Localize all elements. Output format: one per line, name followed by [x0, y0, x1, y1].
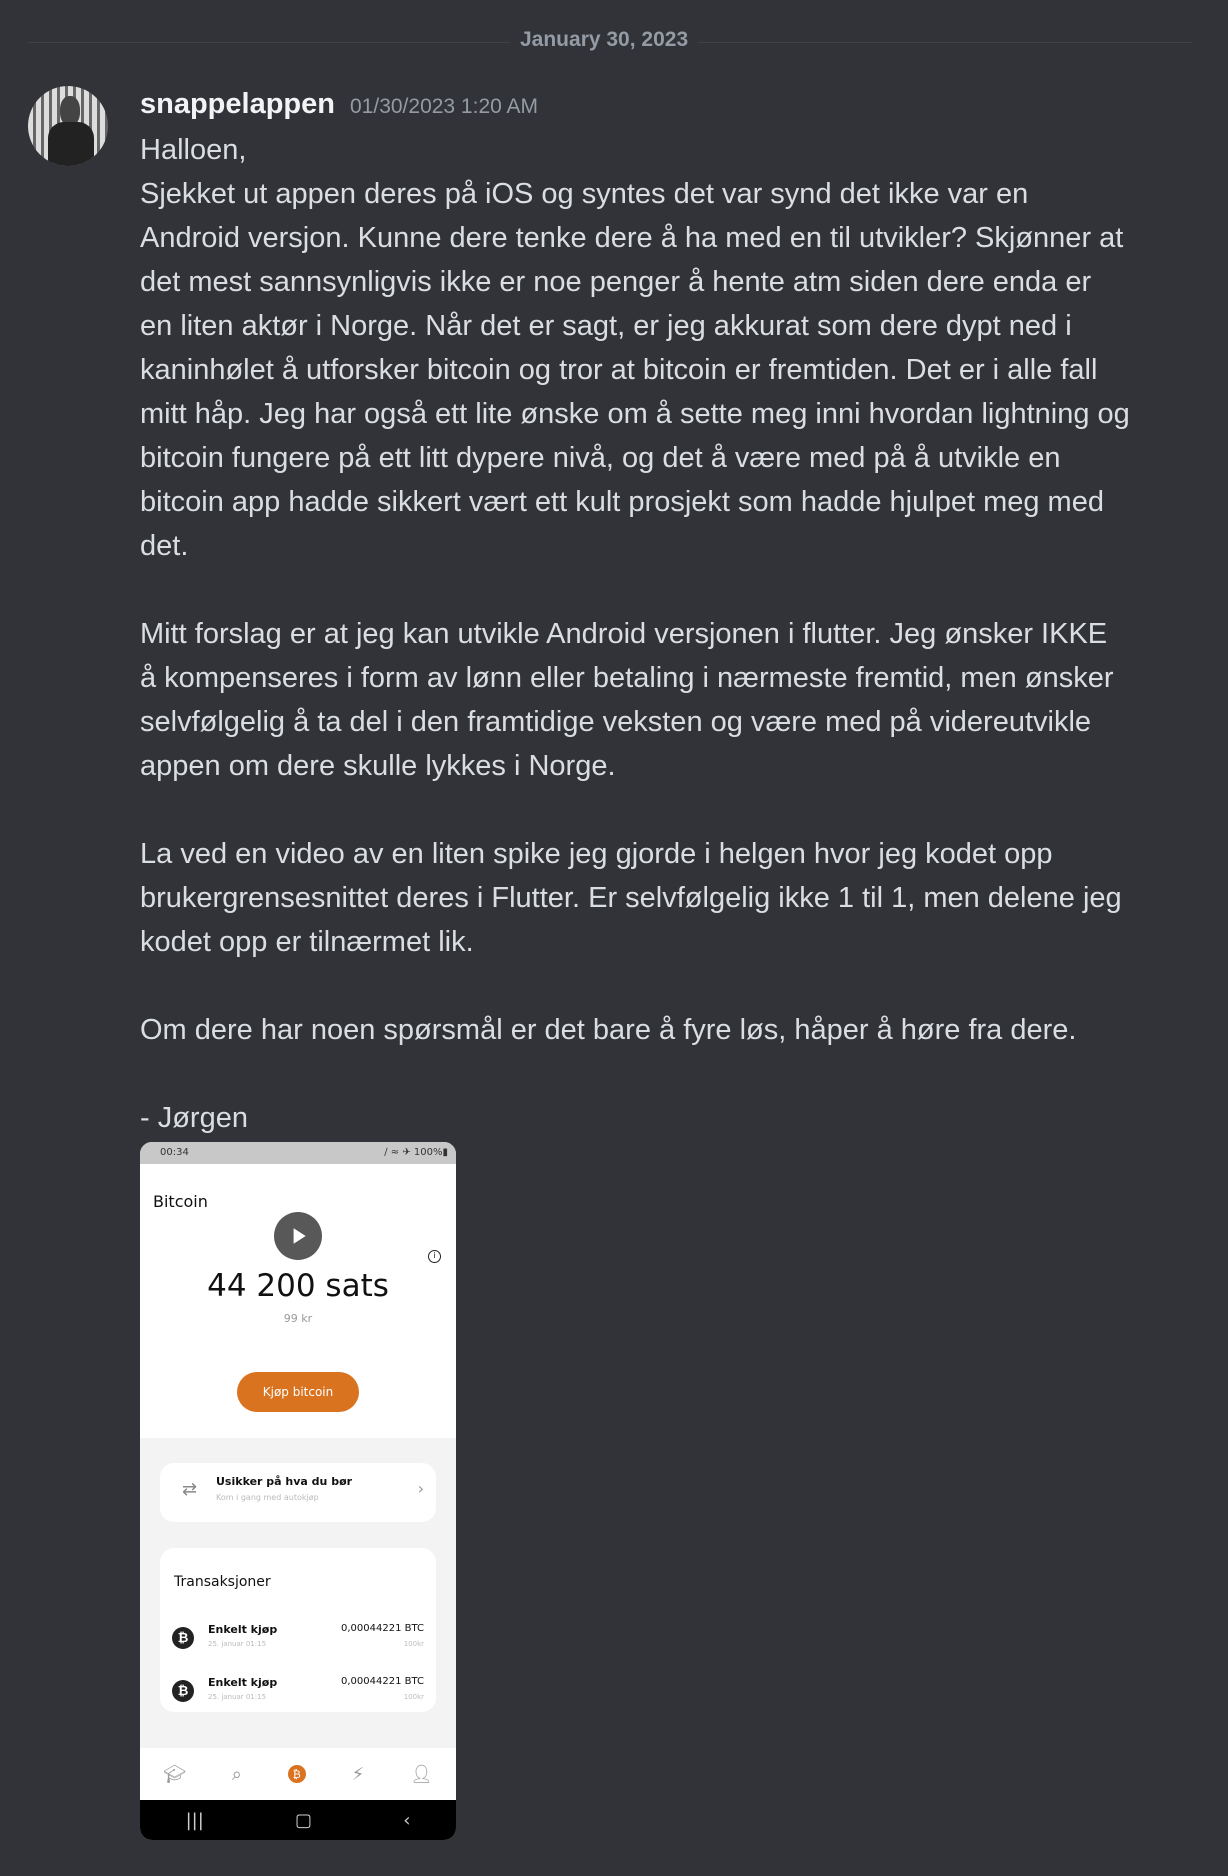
play-icon	[287, 1225, 309, 1247]
transaction-row	[172, 1623, 424, 1653]
status-bar	[140, 1142, 456, 1164]
lightning-icon: ⚡︎	[351, 1763, 365, 1785]
profile-icon: 👤︎	[410, 1763, 434, 1785]
buy-bitcoin-button: Kjøp bitcoin	[237, 1372, 359, 1412]
back-icon: ‹	[403, 1809, 411, 1831]
promo-card	[160, 1463, 436, 1522]
fiat-balance: 99 kr	[283, 1312, 313, 1325]
play-button[interactable]	[274, 1212, 322, 1260]
transaction-name: Enkelt kjøp	[208, 1623, 278, 1636]
transactions-title: Transaksjoner	[174, 1574, 271, 1590]
username[interactable]: snappelappen	[140, 88, 335, 120]
transaction-name: Enkelt kjøp	[208, 1676, 278, 1689]
transaction-row	[172, 1676, 424, 1706]
bitcoin-icon: ₿	[172, 1627, 194, 1649]
transaction-amount: 0,00044221 BTC	[341, 1623, 424, 1634]
bottom-nav	[140, 1748, 456, 1800]
android-system-bar	[140, 1800, 456, 1840]
promo-subtitle: Kom i gang med autokjøp	[216, 1493, 319, 1502]
chart-search-icon: ⌕	[231, 1763, 242, 1785]
app-title: Bitcoin	[153, 1192, 208, 1211]
transaction-amount: 0,00044221 BTC	[341, 1676, 424, 1687]
bitcoin-tab-icon: ₿	[288, 1765, 306, 1783]
transaction-date: 25. januar 01:15	[208, 1640, 267, 1648]
info-icon: i	[428, 1250, 441, 1263]
transaction-date: 25. januar 01:15	[208, 1693, 267, 1701]
status-icons: ∕ ≈ ✈ 100%▮	[384, 1147, 448, 1158]
recents-icon: |||	[185, 1809, 204, 1831]
message-text: Halloen, Sjekket ut appen deres på iOS og syntes det var synd det ikke var en Android versjon. Kunne dere tenke dere å ha med en til utvikler? Skjønner at det mest sannsynligvis ikke er noe penger å hente atm siden dere enda er en liten aktør i Norge. Når det er sagt, er jeg akkurat som dere dypt ned i kaninhølet å utforsker bitcoin og tror at bitcoin er fremtiden. Det er i alle fall mitt håp. Jeg har også ett lite ønske om å sette meg inni hvordan lightning og bitcoin fungere på ett litt dypere nivå, og det å være med på å utvikle en bitcoin app hadde sikkert vært ett kult prosjekt som hadde hjulpet meg med det. Mitt forslag er at jeg kan utvikle Android versjonen i flutter. Jeg ønsker IKKE å kompenseres i form av lønn eller betaling i nærmeste fremtid, men ønsker selvfølgelig å ta del i den framtidige veksten og være med på videreutvikle appen om dere skulle lykkes i Norge. La ved en video av en liten spike jeg gjorde i helgen hvor jeg kodet opp brukergrensesnittet deres i Flutter. Er selvfølgelig ikke 1 til 1, men delene jeg kodet opp er tilnærmet lik. Om dere har noen spørsmål er det bare å fyre løs, håper å høre fra dere. - Jørgen	[140, 134, 1130, 1134]
chevron-right-icon: ›	[417, 1479, 424, 1498]
transactions-card	[160, 1548, 436, 1712]
repeat-icon: ⇄	[182, 1479, 198, 1500]
date-divider: January 30, 2023	[510, 28, 698, 52]
avatar[interactable]	[28, 86, 108, 166]
transaction-fiat: 100kr	[403, 1693, 424, 1701]
video-attachment[interactable]	[140, 1142, 456, 1840]
graduation-cap-icon: 🎓︎	[162, 1763, 186, 1785]
message-timestamp: 01/30/2023 1:20 AM	[350, 95, 538, 118]
status-time: 00:34	[160, 1147, 189, 1158]
balance: 44 200 sats	[207, 1268, 389, 1304]
promo-title: Usikker på hva du bør	[216, 1475, 353, 1488]
home-icon: ▢	[294, 1809, 312, 1831]
transaction-fiat: 100kr	[403, 1640, 424, 1648]
bitcoin-icon: ₿	[172, 1680, 194, 1702]
